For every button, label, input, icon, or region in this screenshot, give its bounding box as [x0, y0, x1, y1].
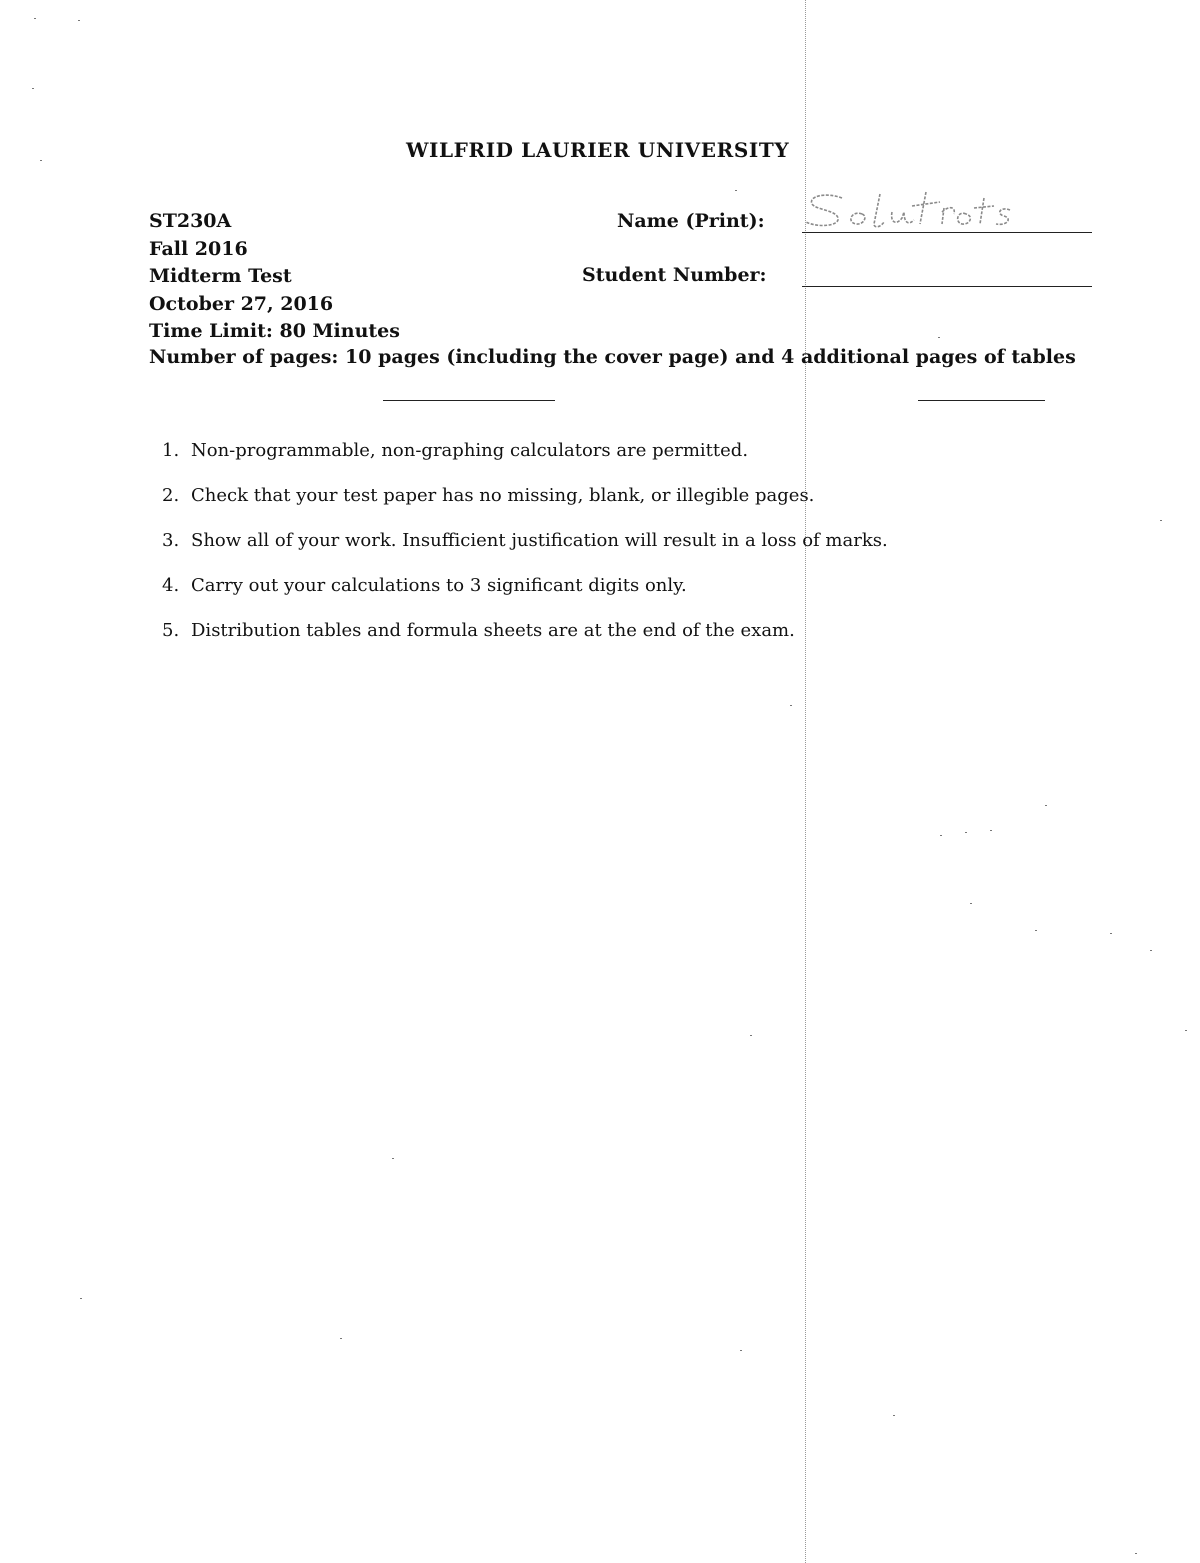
scan-speck — [40, 160, 42, 161]
student-number-label: Student Number: — [582, 264, 767, 286]
scan-speck — [1160, 520, 1162, 521]
divider-rule-left — [383, 400, 555, 401]
scan-speck — [990, 830, 992, 831]
scan-speck — [938, 337, 940, 338]
instruction-item: 4. Carry out your calculations to 3 significant digits only. — [162, 575, 687, 596]
scan-speck — [790, 705, 792, 706]
scan-speck — [970, 903, 972, 904]
instruction-item: 3. Show all of your work. Insufficient justification will result in a loss of marks. — [162, 530, 888, 551]
scan-speck — [940, 835, 942, 836]
instructions-list — [162, 440, 888, 665]
time-limit: Time Limit: 80 Minutes — [149, 320, 400, 342]
student-number-field-line[interactable] — [802, 286, 1092, 287]
scan-speck — [893, 1415, 895, 1416]
course-info — [149, 208, 400, 346]
divider-rule-right — [918, 400, 1045, 401]
test-date: October 27, 2016 — [149, 292, 334, 315]
scan-speck — [34, 18, 36, 19]
scan-speck — [1150, 950, 1152, 951]
scan-speck — [1035, 930, 1037, 931]
scan-speck — [32, 88, 34, 89]
course-term: Fall 2016 — [149, 237, 248, 260]
page-count-note: Number of pages: 10 pages (including the cover page) and 4 additional pages of tables — [149, 346, 1076, 368]
scan-speck — [1185, 1030, 1187, 1031]
university-title: WILFRID LAURIER UNIVERSITY — [406, 138, 790, 162]
instruction-item: 2. Check that your test paper has no missing, blank, or illegible pages. — [162, 485, 815, 506]
course-code: ST230A — [149, 210, 232, 232]
scan-speck — [1045, 805, 1047, 806]
scan-speck — [80, 1298, 82, 1299]
handwritten-name-signature — [804, 188, 1014, 236]
scan-speck — [392, 1158, 394, 1159]
scan-speck — [1135, 1553, 1137, 1554]
scan-speck — [740, 1350, 742, 1351]
instruction-item: 1. Non-programmable, non-graphing calculators are permitted. — [162, 440, 749, 461]
scan-speck — [750, 1035, 752, 1036]
instruction-item: 5. Distribution tables and formula sheets are at the end of the exam. — [162, 620, 795, 641]
scan-speck — [78, 20, 80, 21]
name-label: Name (Print): — [617, 210, 765, 232]
test-type: Midterm Test — [149, 265, 292, 287]
scan-speck — [965, 832, 967, 833]
scan-speck — [735, 190, 737, 191]
scan-speck — [340, 1338, 342, 1339]
scan-speck — [1110, 933, 1112, 934]
